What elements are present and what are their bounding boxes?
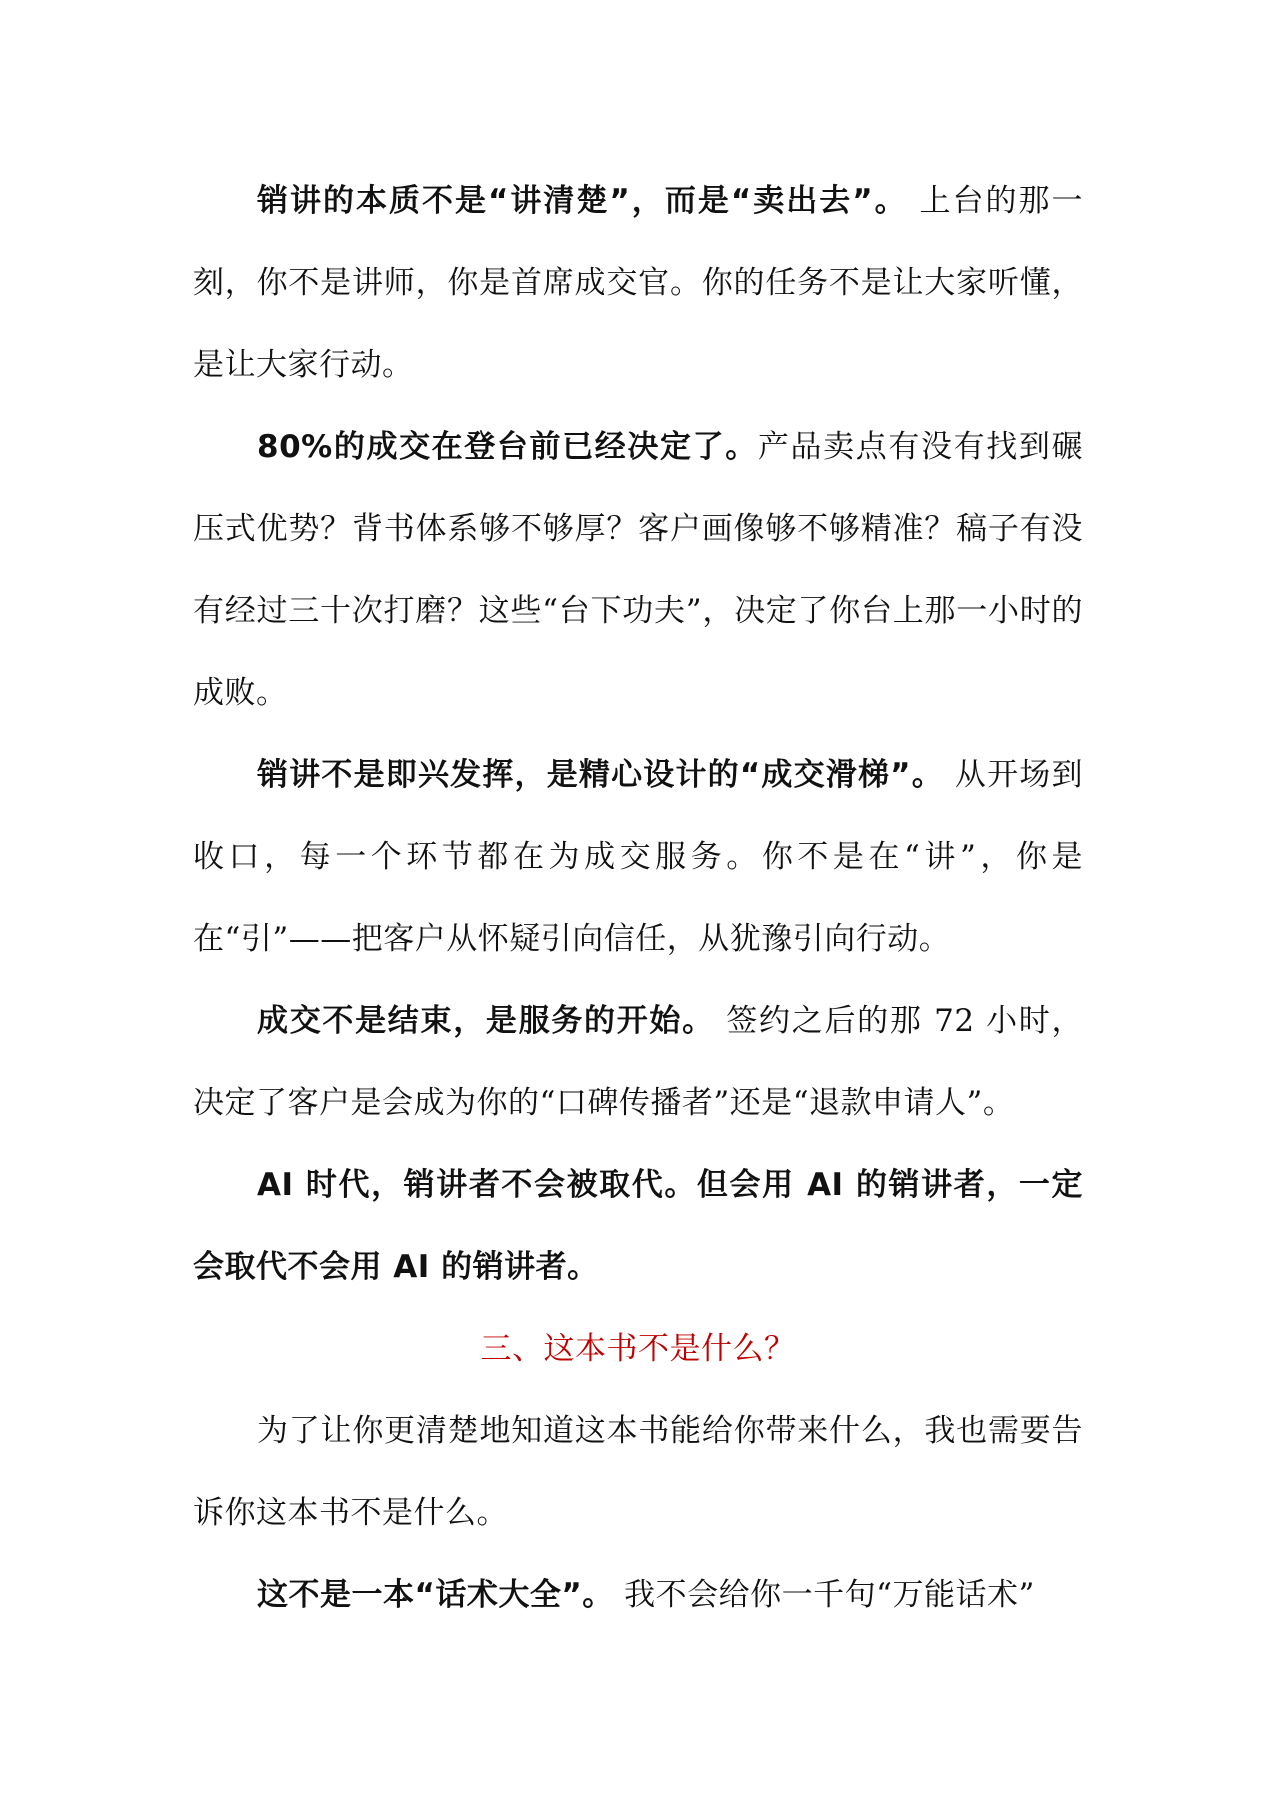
paragraph-service-start (193, 980, 1083, 1144)
paragraph-text: 产品卖点有没有找到碾压式优势？背书体系够不够厚？客户画像够不够精准？稿子有没有经过三十次打磨？这些“台下功夫”，决定了你台上那一小时的成败。 (193, 429, 1083, 711)
paragraph-pre-stage (193, 406, 1083, 734)
paragraph-lead: 80%的成交在登台前已经决定了。 (257, 429, 758, 465)
paragraph-lead: 这不是一本“话术大全”。 (257, 1577, 614, 1613)
paragraph-lead: 销讲的本质不是“讲清楚”，而是“卖出去”。 (257, 183, 908, 219)
paragraph-text: 从开场到收口，每一个环节都在为成交服务。你不是在“讲”，你是在“引”——把客户从怀疑引向信任，从犹豫引向行动。 (193, 757, 1083, 957)
document-body (193, 160, 1083, 1636)
paragraph-text: 我不会给你一千句“万能话术” (613, 1577, 1035, 1613)
paragraph-lead: AI 时代，销讲者不会被取代。但会用 AI 的销讲者，一定会取代不会用 AI 的销讲者。 (193, 1167, 1083, 1285)
paragraph-book-intro (193, 1390, 1083, 1554)
section-heading: 三、这本书不是什么？ (480, 1331, 796, 1367)
paragraph-ai-era (193, 1144, 1083, 1308)
paragraph-text: 签约之后的那 72 小时，决定了客户是会成为你的“口碑传播者”还是“退款申请人”。 (193, 1003, 1083, 1121)
paragraph-not-script-book (193, 1554, 1083, 1636)
paragraph-text: 为了让你更清楚地知道这本书能给你带来什么，我也需要告诉你这本书不是什么。 (193, 1413, 1083, 1531)
paragraph-lead: 成交不是结束，是服务的开始。 (257, 1003, 715, 1039)
paragraph-lead: 销讲不是即兴发挥，是精心设计的“成交滑梯”。 (257, 757, 944, 793)
paragraph-sales-essence (193, 160, 1083, 406)
paragraph-deal-slide (193, 734, 1083, 980)
paragraph-text: 上台的那一刻，你不是讲师，你是首席成交官。你的任务不是让大家听懂，是让大家行动。 (193, 183, 1083, 383)
